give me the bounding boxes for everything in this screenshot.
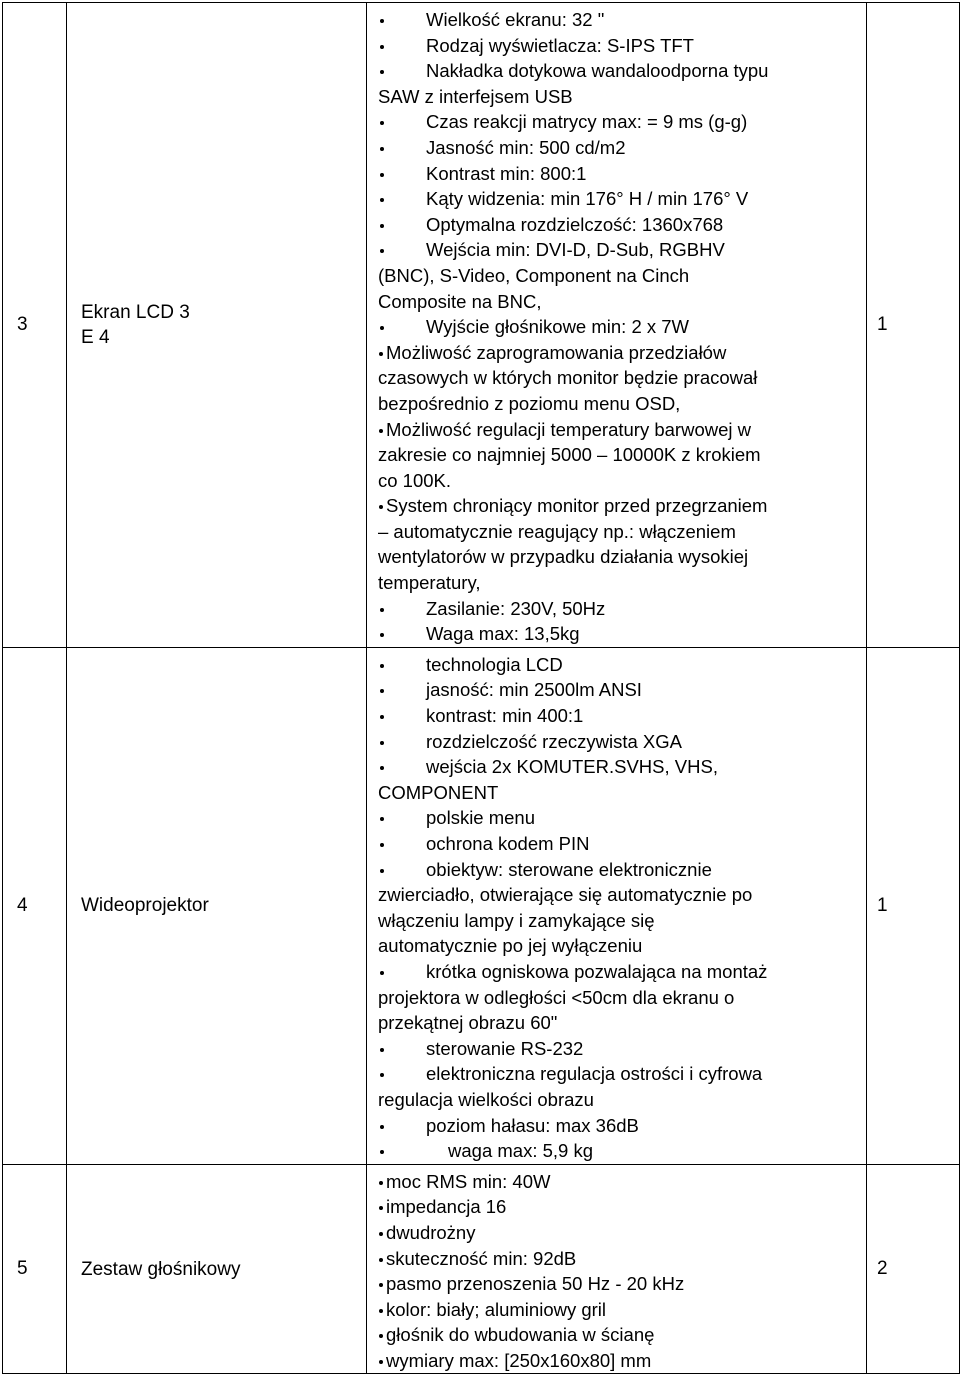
bullet-icon xyxy=(378,1187,386,1188)
spec-text: co 100K. xyxy=(378,469,452,491)
spec-text: dwudrożny xyxy=(386,1221,476,1243)
spec-text: COMPONENT xyxy=(378,781,499,803)
spec-text: SAW z interfejsem USB xyxy=(378,85,573,107)
spec-line xyxy=(378,652,858,678)
spec-text: Nakładka dotykowa wandaloodporna typu xyxy=(426,60,769,82)
spec-line xyxy=(378,1322,858,1348)
spec-line xyxy=(378,263,858,289)
spec-text: Composite na BNC, xyxy=(378,290,542,312)
bullet-icon xyxy=(378,1079,426,1080)
spec-line xyxy=(378,212,858,238)
spec-line xyxy=(378,1348,858,1374)
spec-line xyxy=(378,754,858,780)
spec-text: temperatury, xyxy=(378,572,481,594)
spec-line xyxy=(378,365,858,391)
spec-text: technologia LCD xyxy=(426,653,563,675)
bullet-icon xyxy=(378,1366,386,1367)
spec-text: przekątnej obrazu 60" xyxy=(378,1012,558,1034)
quantity: 2 xyxy=(867,1164,960,1374)
spec-line xyxy=(378,985,858,1011)
spec-line xyxy=(378,677,858,703)
spec-line xyxy=(378,1297,858,1323)
spec-line xyxy=(378,1271,858,1297)
spec-line xyxy=(378,1220,858,1246)
spec-line xyxy=(378,780,858,806)
spec-text: Wyjście głośnikowe min: 2 x 7W xyxy=(426,316,690,338)
bullet-icon xyxy=(378,1054,426,1055)
spec-text: elektroniczna regulacja ostrości i cyfrowa xyxy=(426,1063,763,1085)
spec-line xyxy=(378,186,858,212)
bullet-icon xyxy=(378,614,426,615)
bullet-icon xyxy=(378,1156,426,1157)
spec-line xyxy=(378,596,858,622)
bullet-icon xyxy=(378,127,426,128)
bullet-icon xyxy=(378,255,426,256)
bullet-icon xyxy=(378,772,426,773)
spec-text: czasowych w których monitor będzie pracował xyxy=(378,367,758,389)
bullet-icon xyxy=(378,1212,386,1213)
spec-text: wymiary max: [250x160x80] mm xyxy=(386,1349,652,1371)
spec-text: moc RMS min: 40W xyxy=(386,1170,551,1192)
spec-text: krótka ogniskowa pozwalająca na montaż xyxy=(426,960,768,982)
spec-text: projektora w odległości <50cm dla ekranu o xyxy=(378,986,735,1008)
spec-line xyxy=(378,1061,858,1087)
bullet-icon xyxy=(378,76,426,77)
spec-text: Zasilanie: 230V, 50Hz xyxy=(426,597,606,619)
spec-cell xyxy=(367,1164,867,1374)
quantity: 1 xyxy=(867,647,960,1164)
spec-text: Możliwość regulacji temperatury barwowej w xyxy=(386,418,751,440)
spec-line xyxy=(378,1087,858,1113)
spec-line xyxy=(378,109,858,135)
spec-line xyxy=(378,882,858,908)
spec-line xyxy=(378,1169,858,1195)
spec-text: Waga max: 13,5kg xyxy=(426,623,580,645)
bullet-icon xyxy=(378,1340,386,1341)
spec-line xyxy=(378,831,858,857)
item-name xyxy=(67,1164,367,1374)
spec-text: kolor: biały; aluminiowy gril xyxy=(386,1298,607,1320)
spec-line xyxy=(378,161,858,187)
bullet-icon xyxy=(378,849,426,850)
spec-text: Wielkość ekranu: 32 " xyxy=(426,9,605,30)
bullet-icon xyxy=(378,823,426,824)
spec-line xyxy=(378,7,858,33)
spec-text: Kontrast min: 800:1 xyxy=(426,162,587,184)
spec-line xyxy=(378,857,858,883)
row-number: 4 xyxy=(3,647,67,1164)
spec-text: sterowanie RS-232 xyxy=(426,1037,584,1059)
spec-line xyxy=(378,544,858,570)
spec-text: zakresie co najmniej 5000 – 10000K z krokiem xyxy=(378,444,761,466)
spec-cell xyxy=(367,3,867,648)
spec-text: impedancja 16 xyxy=(386,1196,507,1218)
spec-text: jasność: min 2500lm ANSI xyxy=(426,679,642,701)
spec-line xyxy=(378,729,858,755)
spec-cell xyxy=(367,647,867,1164)
spec-line xyxy=(378,1113,858,1139)
spec-line xyxy=(378,468,858,494)
item-name-line: Zestaw głośnikowy xyxy=(81,1258,241,1280)
spec-text: Kąty widzenia: min 176° H / min 176° V xyxy=(426,188,749,210)
item-name-line: Wideoprojektor xyxy=(81,895,209,917)
table-body xyxy=(3,3,960,1374)
bullet-icon xyxy=(378,1131,426,1132)
table-row xyxy=(3,1164,960,1374)
spec-text: ochrona kodem PIN xyxy=(426,833,590,854)
bullet-icon xyxy=(378,153,426,154)
bullet-icon xyxy=(378,511,386,512)
spec-line xyxy=(378,135,858,161)
spec-text: automatycznie po jej wyłączeniu xyxy=(378,935,643,957)
spec-line xyxy=(378,1010,858,1036)
spec-text: skuteczność min: 92dB xyxy=(386,1247,577,1269)
quantity: 1 xyxy=(867,3,960,648)
spec-line xyxy=(378,703,858,729)
bullet-icon xyxy=(378,875,426,876)
bullet-icon xyxy=(378,1289,386,1290)
row-number: 3 xyxy=(3,3,67,648)
bullet-icon xyxy=(378,747,426,748)
bullet-icon xyxy=(378,695,426,696)
bullet-icon xyxy=(378,204,426,205)
bullet-icon xyxy=(378,358,386,359)
spec-text: Wejścia min: DVI-D, D-Sub, RGBHV xyxy=(426,239,725,261)
spec-text: wejścia 2x KOMUTER.SVHS, VHS, xyxy=(426,756,718,778)
spec-text: waga max: 5,9 kg xyxy=(448,1140,593,1162)
bullet-icon xyxy=(378,435,386,436)
spec-line xyxy=(378,621,858,647)
bullet-icon xyxy=(378,1238,386,1239)
spec-line xyxy=(378,391,858,417)
spec-line xyxy=(378,493,858,519)
table-row xyxy=(3,647,960,1164)
spec-text: bezpośrednio z poziomu menu OSD, xyxy=(378,392,681,414)
spec-line xyxy=(378,237,858,263)
table-row xyxy=(3,3,960,648)
spec-line xyxy=(378,340,858,366)
spec-line xyxy=(378,519,858,545)
spec-line xyxy=(378,314,858,340)
spec-text: Optymalna rozdzielczość: 1360x768 xyxy=(426,213,724,235)
spec-text: System chroniący monitor przed przegrzaniem xyxy=(386,495,768,517)
spec-line xyxy=(378,959,858,985)
bullet-icon xyxy=(378,977,426,978)
spec-text: Możliwość zaprogramowania przedziałów xyxy=(386,341,727,363)
spec-line xyxy=(378,908,858,934)
spec-text: polskie menu xyxy=(426,807,536,829)
spec-line xyxy=(378,1036,858,1062)
spec-line xyxy=(378,58,858,84)
spec-text: regulacja wielkości obrazu xyxy=(378,1088,594,1110)
spec-text: (BNC), S-Video, Component na Cinch xyxy=(378,264,690,286)
spec-line xyxy=(378,570,858,596)
spec-line xyxy=(378,33,858,59)
spec-text: Rodzaj wyświetlacza: S-IPS TFT xyxy=(426,34,694,56)
bullet-icon xyxy=(378,25,426,26)
bullet-icon xyxy=(378,51,426,52)
row-number: 5 xyxy=(3,1164,67,1374)
spec-text: zwierciadło, otwierające się automatycznie po xyxy=(378,884,753,906)
spec-text: kontrast: min 400:1 xyxy=(426,705,584,727)
bullet-icon xyxy=(378,670,426,671)
bullet-icon xyxy=(378,721,426,722)
spec-text: obiektyw: sterowane elektronicznie xyxy=(426,858,712,880)
spec-text: wentylatorów w przypadku działania wysokiej xyxy=(378,546,749,568)
spec-line xyxy=(378,933,858,959)
spec-text: rozdzielczość rzeczywista XGA xyxy=(426,730,682,752)
spec-text: pasmo przenoszenia 50 Hz - 20 kHz xyxy=(386,1273,685,1295)
spec-line xyxy=(378,805,858,831)
bullet-icon xyxy=(378,332,426,333)
spec-text: Jasność min: 500 cd/m2 xyxy=(426,136,626,158)
bullet-icon xyxy=(378,1315,386,1316)
spec-line xyxy=(378,442,858,468)
item-name-line: E 4 xyxy=(81,326,110,348)
bullet-icon xyxy=(378,179,426,180)
spec-text: włączeniu lampy i zamykające się xyxy=(378,909,655,931)
spec-line xyxy=(378,417,858,443)
spec-text: – automatycznie reagujący np.: włączeniem xyxy=(378,520,736,542)
spec-line xyxy=(378,1194,858,1220)
spec-line xyxy=(378,1138,858,1164)
spec-line xyxy=(378,289,858,315)
spec-text: Czas reakcji matrycy max: = 9 ms (g-g) xyxy=(426,111,748,133)
specification-table xyxy=(2,2,960,1374)
bullet-icon xyxy=(378,639,426,640)
bullet-icon xyxy=(378,1264,386,1265)
spec-line xyxy=(378,1246,858,1272)
item-name-line: Ekran LCD 3 xyxy=(81,301,190,323)
spec-line xyxy=(378,84,858,110)
item-name xyxy=(67,3,367,648)
spec-text: poziom hałasu: max 36dB xyxy=(426,1114,639,1136)
item-name xyxy=(67,647,367,1164)
bullet-icon xyxy=(378,230,426,231)
spec-text: głośnik do wbudowania w ścianę xyxy=(386,1324,655,1346)
